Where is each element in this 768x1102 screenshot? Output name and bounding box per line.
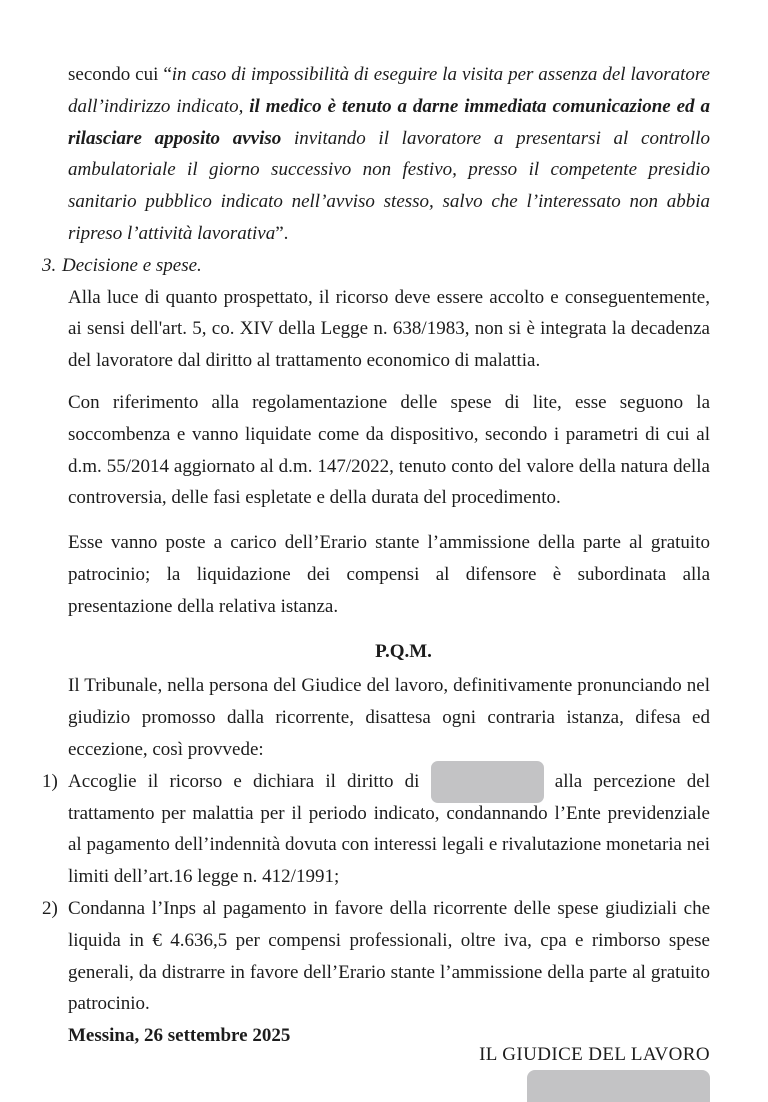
paragraph-esse-vanno: Esse vanno poste a carico dell’Erario stante l’ammissione della parte al gratuito patrocinio; la liquidazione dei compensi al difensore è subordinata alla presentazione della relativa istanza. (68, 532, 710, 617)
redaction-box-signature (527, 1070, 710, 1102)
quote-close-text: ”. (275, 222, 289, 244)
place-date-line: Messina, 26 settembre 2025 (68, 1025, 291, 1047)
ruling-item-1 (42, 766, 710, 893)
section-3-title: Decisione e spese. (62, 254, 202, 276)
quote-lead-text: secondo cui “ (68, 64, 172, 85)
signature-title: IL GIUDICE DEL LAVORO (479, 1043, 710, 1065)
quoted-provision-paragraph (68, 59, 710, 250)
redaction-box-party-name (431, 761, 544, 803)
section-3-number: 3. (42, 254, 57, 276)
pqm-intro-paragraph: Il Tribunale, nella persona del Giudice del lavoro, definitivamente pronunciando nel giudizio promosso dalla ricorrente, disattesa ogni contraria istanza, difesa ed eccezione, così provvede: (68, 675, 710, 760)
quote-bold-italic-text: il medico è tenuto a darne immediata comunicazione ed a rilasciare apposito avviso (68, 95, 710, 149)
section-3-heading (42, 250, 710, 282)
paragraph-con-riferimento: Con riferimento alla regolamentazione delle spese di lite, esse seguono la soccombenza e vanno liquidate come da dispositivo, secondo i parametri di cui al d.m. 55/2014 aggiornato al d.m. 147/2022, tenuto conto del valore della natura della controversia, delle fasi espletate e della durata del procedimento. (68, 391, 710, 509)
ruling-item-2-text: Condanna l’Inps al pagamento in favore della ricorrente delle spese giudiziali che liquida in € 4.636,5 per compensi professionali, oltre iva, cpa e rimborso spese generali, da distrarre in favore dell’Erario stante l’ammissione della parte al gratuito patrocinio. (68, 897, 710, 1015)
signature-block (42, 1044, 710, 1102)
paragraph-alla-luce: Alla luce di quanto prospettato, il ricorso deve essere accolto e conseguentemente, ai sensi dell'art. 5, co. XIV della Legge n. 638/1983, non si è integrata la decadenza del lavoratore dal diritto al trattamento economico di malattia. (68, 286, 710, 372)
pqm-heading: P.Q.M. (375, 640, 432, 662)
quote-italic-text-2: invitando il lavoratore a presentarsi al controllo ambulatoriale il giorno successivo non festivo, presso il competente presidio sanitario pubblico indicato nell’avviso stesso, salvo che l’interessato non abbia ripreso l’attività lavorativa (68, 127, 710, 244)
ruling-item-1-text-after: alla percezione del trattamento per malattia per il periodo indicato, condannando l’Ente previdenziale al pagamento dell’indennità dovuta con interessi legali e rivalutazione monetaria nei limiti dell’art.16 legge n. 412/1991; (68, 770, 710, 888)
ruling-item-2-number: 2) (42, 897, 58, 919)
quote-italic-text-1: in caso di impossibilità di eseguire la visita per assenza del lavoratore dall’indirizzo indicato, (68, 64, 710, 117)
ruling-item-1-number: 1) (42, 770, 58, 792)
ruling-item-1-text-before: Accoglie il ricorso e dichiara il diritto di (68, 770, 431, 792)
ruling-item-2 (42, 893, 710, 1020)
